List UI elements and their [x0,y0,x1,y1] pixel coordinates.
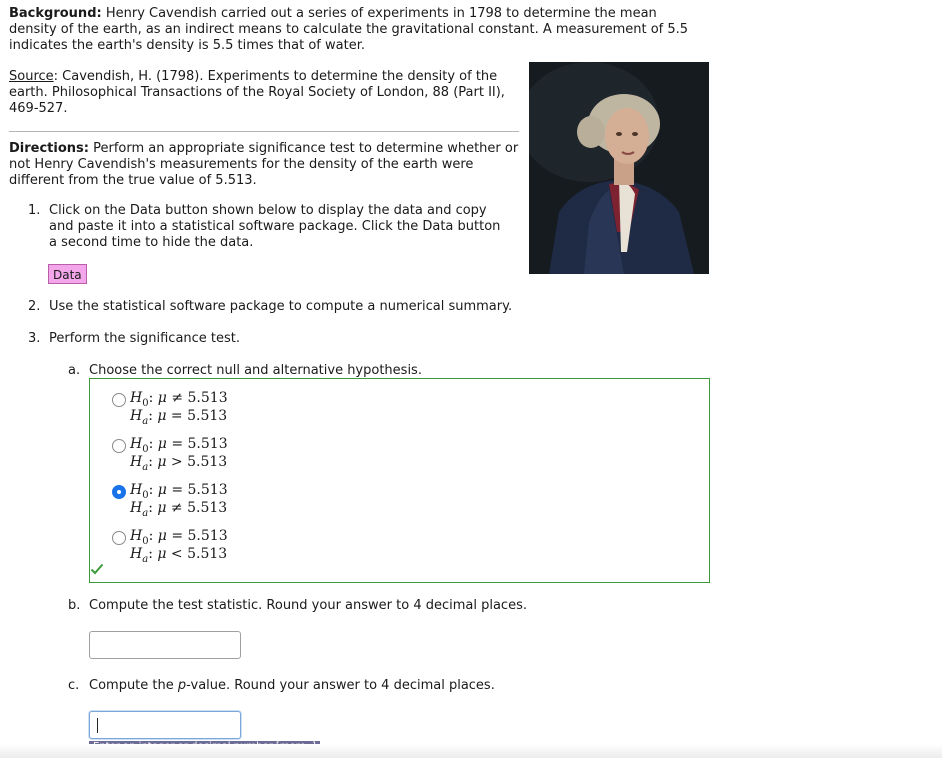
page-bottom-edge [0,744,942,758]
null-hypothesis: $H_0$: μ = 5.513 [130,436,228,455]
alternative-hypothesis: $H_a$: μ ≠ 5.513 [130,500,228,519]
hypothesis-option-2[interactable] [112,435,312,471]
alt-value: 5.513 [187,546,228,562]
null-value: 5.513 [187,436,228,452]
data-button[interactable]: Data [48,264,87,284]
step-text: Perform the significance test. [49,331,241,346]
null-hypothesis: $H_0$: μ = 5.513 [130,528,228,547]
radio-button-selected[interactable] [112,485,126,499]
part-letter: a. [68,363,81,378]
p-value-input[interactable] [89,711,241,739]
source-label: Source [9,69,54,84]
null-hypothesis: $H_0$: μ = 5.513 [130,482,228,501]
alt-operator: ≠ [170,500,183,516]
directions-paragraph [9,141,524,189]
step-3 [28,331,528,347]
null-hypothesis: $H_0$: μ ≠ 5.513 [130,390,228,409]
step-1 [28,203,508,251]
text-cursor [97,718,98,733]
alt-operator: > [170,454,183,470]
step-number: 2. [28,299,41,314]
portrait-image [529,62,709,274]
step-2 [28,299,528,315]
alternative-hypothesis: $H_a$: μ > 5.513 [130,454,228,473]
radio-button[interactable] [112,439,126,453]
part-letter: b. [68,598,81,613]
part-b-text: Compute the test statistic. Round your answer to 4 decimal places. [89,598,527,613]
directions-text: Perform an appropriate significance test to determine whether or not Henry Cavendish's measurements for the density of the earth were different from the true value of 5.513. [9,141,519,188]
hypothesis-option-3[interactable] [112,481,312,517]
null-operator: ≠ [171,390,184,406]
test-statistic-input[interactable] [89,631,241,659]
step-number: 1. [28,203,41,218]
source-text: : Cavendish, H. (1798). Experiments to determine the density of the earth. Philosophical Transactions of the Royal Society of London, 88 (Part II), 469-527. [9,69,505,116]
alt-operator: < [170,546,183,562]
part-c-text: Compute the p-value. Round your answer to 4 decimal places. [89,678,495,693]
alt-operator: = [170,408,183,424]
checkmark-icon [90,563,104,575]
directions-label: Directions: [9,141,89,156]
hypothesis-option-4[interactable] [112,527,312,563]
part-c [68,678,548,694]
null-operator: = [171,436,184,452]
alt-value: 5.513 [187,454,228,470]
part-b [68,598,548,614]
alt-value: 5.513 [187,500,228,516]
radio-button[interactable] [112,531,126,545]
alternative-hypothesis: $H_a$: μ < 5.513 [130,546,228,565]
background-text: Henry Cavendish carried out a series of experiments in 1798 to determine the mean density of the earth, as an indirect means to calculate the gravitational constant. A measurement of 5.5 indicates the earth's density is 5.5 times that of water. [9,6,689,53]
step-text: Use the statistical software package to compute a numerical summary. [49,299,513,314]
null-value: 5.513 [187,390,228,406]
background-label: Background: [9,6,102,21]
null-value: 5.513 [187,528,228,544]
background-paragraph [9,6,699,54]
null-operator: = [171,482,184,498]
hypothesis-option-1[interactable] [112,389,312,425]
step-text: Click on the Data button shown below to display the data and copy and paste it into a statistical software package. Click the Data button a second time to hide the data. [49,203,501,250]
part-a [68,363,468,379]
alt-value: 5.513 [187,408,228,424]
null-operator: = [171,528,184,544]
source-paragraph [9,69,509,117]
part-a-text: Choose the correct null and alternative hypothesis. [89,363,422,378]
radio-button[interactable] [112,393,126,407]
alternative-hypothesis: $H_a$: μ = 5.513 [130,408,228,427]
part-letter: c. [68,678,80,693]
step-number: 3. [28,331,41,346]
section-divider [9,131,519,132]
portrait-icon [529,62,709,274]
null-value: 5.513 [187,482,228,498]
